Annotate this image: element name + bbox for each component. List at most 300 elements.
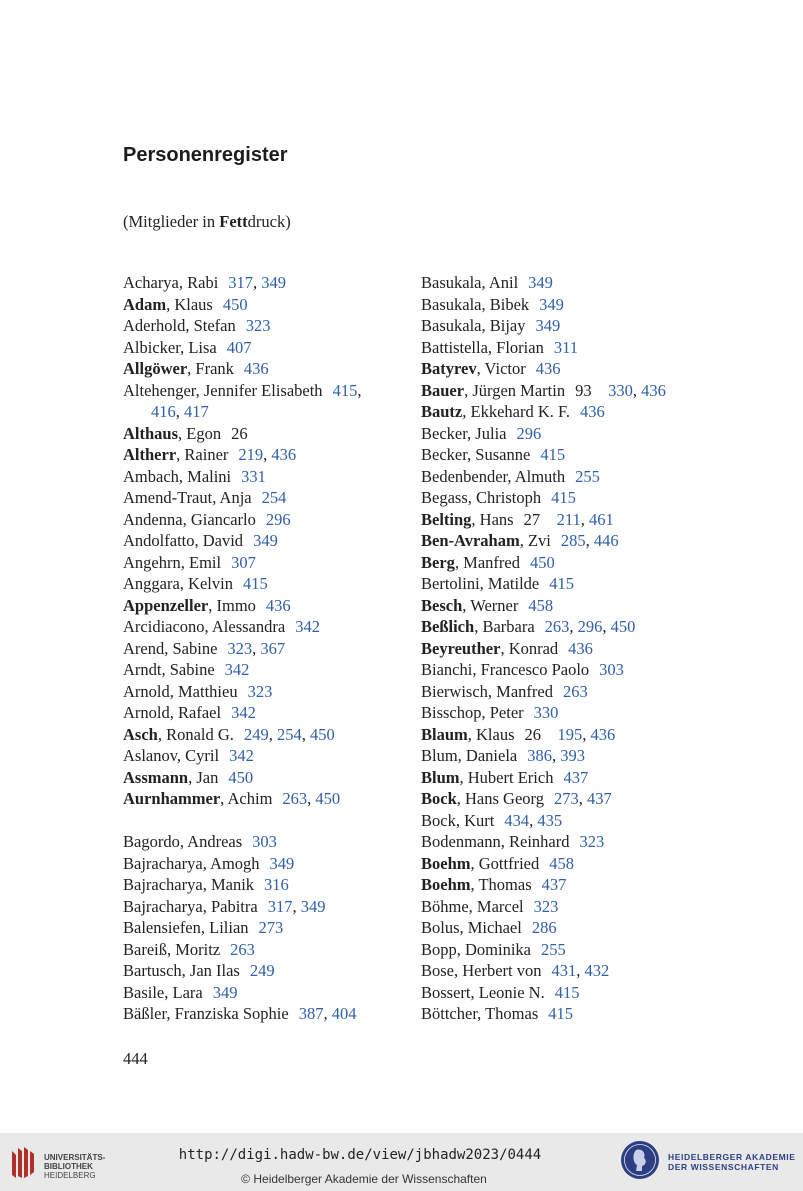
index-entry xyxy=(421,745,711,767)
page-reference-link[interactable]: 450 xyxy=(228,767,254,787)
index-entry xyxy=(421,315,711,337)
page-references xyxy=(551,488,576,507)
ub-line3: HEIDELBERG xyxy=(44,1171,96,1180)
copyright-notice: © Heidelberger Akademie der Wissenschaften xyxy=(241,1172,487,1186)
index-entry xyxy=(421,681,711,703)
entry-name xyxy=(421,639,558,658)
page-reference-link[interactable]: 415 xyxy=(242,574,268,593)
hadw-logo[interactable] xyxy=(620,1140,800,1184)
entry-name xyxy=(123,574,233,593)
index-entry xyxy=(421,466,711,488)
entry-name xyxy=(421,832,569,851)
page-reference-link[interactable]: 436 xyxy=(265,595,291,615)
entry-name-text: , Egon xyxy=(178,423,222,443)
page-reference-link[interactable]: 323 xyxy=(533,896,559,916)
page-title: Personenregister xyxy=(123,144,288,166)
page-reference-link[interactable]: 458 xyxy=(549,853,574,873)
page-reference-link[interactable]: 450 xyxy=(315,789,341,808)
page-reference-link[interactable]: 436 xyxy=(271,445,297,464)
entry-name-text: , Thomas xyxy=(470,875,532,894)
index-entry xyxy=(421,853,711,875)
index-entry xyxy=(123,788,413,810)
page-reference-link[interactable]: 219 xyxy=(238,445,264,464)
index-entry xyxy=(123,380,413,402)
entry-name-text: , Immo xyxy=(208,595,256,615)
page-reference-link[interactable]: 415 xyxy=(554,982,580,1002)
entry-name-text: , Gottfried xyxy=(470,853,540,873)
page-references xyxy=(542,875,567,894)
page-reference-link[interactable]: 349 xyxy=(300,896,326,916)
entry-name xyxy=(123,273,218,292)
entry-name-text: , Hubert Erich xyxy=(459,767,554,787)
member-name-bold: Batyrev xyxy=(421,359,477,378)
member-name-bold: Belting xyxy=(421,509,472,529)
page-reference-link[interactable]: 436 xyxy=(535,359,561,378)
entry-name-text: , Barbara xyxy=(474,617,535,636)
page-reference-link[interactable]: 407 xyxy=(226,337,252,357)
member-name-bold: Ben-Avraham xyxy=(421,531,520,550)
index-entry xyxy=(421,595,711,617)
index-column-left xyxy=(123,272,413,1025)
entry-name xyxy=(123,510,256,529)
entry-name xyxy=(123,961,240,980)
entry-name xyxy=(123,1004,289,1023)
page-reference-link[interactable]: 415 xyxy=(540,445,566,464)
page-reference-link[interactable]: 296 xyxy=(577,617,603,636)
page-reference-link[interactable]: 317 xyxy=(228,273,254,292)
entry-name-text: Amend-Traut, Anja xyxy=(123,488,252,507)
index-entry xyxy=(123,659,413,681)
page-reference-link[interactable]: 303 xyxy=(599,660,624,679)
entry-name-text: Aslanov, Cyril xyxy=(123,746,220,765)
page-reference-link[interactable]: 387 xyxy=(298,1004,324,1023)
index-entry xyxy=(123,530,413,552)
page-reference-link[interactable]: 386 xyxy=(527,746,552,765)
page-reference-link[interactable]: 349 xyxy=(269,853,295,873)
page-reference-link[interactable]: 342 xyxy=(295,617,320,636)
page-references: 273, 437 xyxy=(554,789,612,808)
index-entry-continuation xyxy=(123,401,413,423)
entry-name xyxy=(123,854,260,873)
page-references xyxy=(248,682,273,701)
index-entry xyxy=(421,810,711,832)
page-reference-link[interactable]: 349 xyxy=(253,531,278,550)
note-open: (Mitglieder in xyxy=(123,212,220,231)
page-reference-link[interactable]: 273 xyxy=(554,789,579,808)
member-name-bold: Berg xyxy=(421,552,455,572)
page-references xyxy=(262,488,287,507)
hadw-line2: DER WISSENSCHAFTEN xyxy=(668,1162,779,1172)
page-reference-link[interactable]: 431 xyxy=(551,961,577,980)
page-reference-link[interactable]: 436 xyxy=(580,402,605,421)
page-references: 27 211, 461 xyxy=(523,509,614,529)
page-reference-link[interactable]: 446 xyxy=(593,531,619,550)
entry-name-text: Arndt, Sabine xyxy=(123,660,215,679)
entry-name-text: , Klaus xyxy=(166,294,213,314)
index-entry xyxy=(123,896,413,918)
page-reference-link[interactable]: 415 xyxy=(551,488,576,507)
page-reference-link[interactable]: 249 xyxy=(249,961,275,980)
entry-name xyxy=(123,918,249,937)
index-entry xyxy=(421,530,711,552)
page-reference-link[interactable]: 249 xyxy=(243,724,269,744)
index-entry xyxy=(421,831,711,853)
entry-name-text: Becker, Susanne xyxy=(421,445,531,464)
page-reference-link[interactable]: 450 xyxy=(309,724,335,744)
index-column-right xyxy=(421,272,711,1025)
page-references xyxy=(225,660,250,679)
note-close: druck) xyxy=(247,212,291,231)
entry-name xyxy=(421,467,565,486)
entry-name xyxy=(123,467,231,486)
index-entry xyxy=(421,659,711,681)
member-name-bold: Bauer xyxy=(421,380,465,400)
page-reference-link[interactable]: 303 xyxy=(252,832,277,851)
index-entry xyxy=(123,595,413,617)
page-references: 387, 404 xyxy=(298,1004,357,1023)
index-entry xyxy=(421,917,711,939)
entry-name xyxy=(421,445,530,464)
entry-name xyxy=(421,961,542,980)
page-reference-link[interactable]: 263 xyxy=(230,939,255,959)
entry-name-text: Bose, Herbert von xyxy=(421,961,542,980)
page-references xyxy=(563,682,588,701)
index-entry xyxy=(421,444,711,466)
member-name-bold: Bautz xyxy=(421,402,463,421)
page-reference-link[interactable]: 436 xyxy=(568,638,593,658)
index-entry xyxy=(421,487,711,509)
index-entry xyxy=(421,358,711,380)
member-name-bold: Boehm xyxy=(421,853,471,873)
page-reference-link[interactable]: 311 xyxy=(553,337,578,357)
page-references xyxy=(229,746,254,765)
index-entry xyxy=(421,401,711,423)
index-entry xyxy=(123,358,413,380)
page-reference-link[interactable]: 296 xyxy=(265,509,291,529)
index-entry xyxy=(421,423,711,445)
page-references xyxy=(575,467,600,486)
letter-group-spacer xyxy=(123,810,413,832)
page-references xyxy=(580,402,605,421)
page-references xyxy=(534,897,559,916)
page-references xyxy=(532,918,557,937)
entry-name-text: Andenna, Giancarlo xyxy=(123,509,256,529)
page-reference-link[interactable]: 330 xyxy=(608,380,633,400)
entry-name xyxy=(421,746,517,765)
member-name-bold: Althaus xyxy=(123,423,179,443)
page-reference-link[interactable]: 458 xyxy=(528,595,554,615)
page-reference-link[interactable]: 437 xyxy=(587,789,612,808)
entry-name xyxy=(421,273,518,292)
entry-name xyxy=(421,725,515,744)
page-reference-link[interactable]: 461 xyxy=(588,509,614,529)
page-references xyxy=(568,639,593,658)
page-reference-link[interactable]: 415 xyxy=(332,380,358,400)
page-references xyxy=(227,338,252,357)
page-references xyxy=(548,1004,573,1023)
page-reference-link[interactable]: 263 xyxy=(562,681,588,701)
page-references: 323, 367 xyxy=(227,638,286,658)
page-references xyxy=(231,424,248,443)
entry-name xyxy=(421,617,535,636)
entry-name-text: Bock, Kurt xyxy=(421,810,495,830)
entry-name xyxy=(123,381,323,400)
index-entry xyxy=(123,466,413,488)
page-references xyxy=(246,316,271,335)
page-references: 219, 436 xyxy=(238,445,297,464)
entry-name xyxy=(421,488,541,507)
entry-name xyxy=(421,875,532,894)
index-entry xyxy=(421,552,711,574)
index-entry xyxy=(421,874,711,896)
page-reference-link[interactable]: 450 xyxy=(222,294,248,314)
entry-name-text: Arnold, Rafael xyxy=(123,703,222,722)
page-references: 317, 349 xyxy=(228,273,287,292)
page-references xyxy=(554,338,578,357)
index-entry xyxy=(421,724,711,746)
page-reference-link[interactable]: 316 xyxy=(264,875,289,894)
entry-name-text: Ambach, Malini xyxy=(123,466,232,486)
entry-name-text: , Klaus xyxy=(467,724,515,744)
index-entry xyxy=(421,616,711,638)
entry-name-text: Battistella, Florian xyxy=(421,337,544,357)
page-reference-link[interactable]: 415 xyxy=(549,574,574,593)
entry-name-text: Bodenmann, Reinhard xyxy=(421,832,570,851)
page-reference-plain: 26 xyxy=(231,423,248,443)
entry-name-text: Bierwisch, Manfred xyxy=(421,681,553,701)
page-references xyxy=(549,854,574,873)
page-reference-link[interactable]: 211 xyxy=(556,509,581,529)
ub-line1: UNIVERSITÄTS- xyxy=(44,1153,106,1162)
index-entry xyxy=(421,767,711,789)
page-reference-link[interactable]: 417 xyxy=(184,402,209,421)
page-reference-link[interactable]: 254 xyxy=(261,488,287,507)
entry-name xyxy=(123,983,203,1002)
member-name-bold: Blum xyxy=(421,767,460,787)
entry-name-text: Becker, Julia xyxy=(421,423,507,443)
entry-name xyxy=(421,940,531,959)
page-reference-link[interactable]: 450 xyxy=(529,552,555,572)
page-reference-link[interactable]: 255 xyxy=(575,466,600,486)
page-reference-link[interactable]: 296 xyxy=(516,423,542,443)
page-reference-link[interactable]: 254 xyxy=(276,724,302,744)
member-name-bold: Beßlich xyxy=(421,617,475,636)
page-reference-link[interactable]: 342 xyxy=(229,746,254,765)
page-references: 285, 446 xyxy=(560,531,619,550)
entry-name xyxy=(123,316,236,335)
entry-name-text: Bedenbender, Almuth xyxy=(421,466,566,486)
member-name-bold: Appenzeller xyxy=(123,595,209,615)
page-references xyxy=(549,574,574,593)
page-reference-link[interactable]: 393 xyxy=(560,746,585,765)
entry-name-text: , Victor xyxy=(476,359,526,378)
page-reference-link[interactable]: 349 xyxy=(528,273,553,292)
entry-name-text: Anggara, Kelvin xyxy=(123,574,233,593)
index-entry xyxy=(421,509,711,531)
index-entry xyxy=(421,272,711,294)
page-reference-link[interactable]: 255 xyxy=(541,939,566,959)
index-entry xyxy=(421,294,711,316)
page-reference-link[interactable]: 263 xyxy=(544,617,570,636)
entry-name-text: Basukala, Bibek xyxy=(421,294,530,314)
index-entry xyxy=(421,1003,711,1025)
index-entry xyxy=(123,917,413,939)
entry-name-text: Bolus, Michael xyxy=(421,918,522,937)
page-references xyxy=(250,961,275,980)
index-entry xyxy=(123,272,413,294)
entry-name xyxy=(421,768,553,787)
page-reference-link[interactable]: 342 xyxy=(231,703,256,722)
entry-name-text: , Konrad xyxy=(500,638,559,658)
page-references xyxy=(264,875,289,894)
entry-name xyxy=(421,359,526,378)
index-entry xyxy=(123,552,413,574)
entry-name xyxy=(421,316,525,335)
entry-name xyxy=(123,768,218,787)
entry-name-text: Angehrn, Emil xyxy=(123,552,222,572)
page-reference-plain: 27 xyxy=(523,509,541,529)
entry-name-text: Bianchi, Francesco Paolo xyxy=(421,660,590,679)
page-reference-link[interactable]: 330 xyxy=(533,703,559,722)
page-reference-link[interactable]: 434 xyxy=(504,810,530,830)
entry-name-text: Basukala, Anil xyxy=(421,273,519,292)
permalink-url[interactable]: http://digi.hadw-bw.de/view/jbhadw2023/0444 xyxy=(178,1147,542,1163)
entry-name-text: Bareiß, Moritz xyxy=(123,939,221,959)
page-references xyxy=(266,596,291,615)
member-name-bold: Blaum xyxy=(421,724,468,744)
page-references xyxy=(541,940,566,959)
page-reference-link[interactable]: 323 xyxy=(247,681,273,701)
entry-name-text: Albicker, Lisa xyxy=(123,337,217,357)
member-name-bold: Assmann xyxy=(123,767,189,787)
entry-name xyxy=(123,424,221,443)
entry-name xyxy=(123,531,243,550)
entry-name xyxy=(123,940,220,959)
index-entry xyxy=(421,788,711,810)
index-entry xyxy=(123,702,413,724)
page-reference-link[interactable]: 286 xyxy=(531,918,557,937)
index-entry xyxy=(123,681,413,703)
page-references xyxy=(243,574,268,593)
entry-name xyxy=(421,531,551,550)
entry-name-text: , Frank xyxy=(187,359,234,378)
page-reference-link[interactable]: 285 xyxy=(560,531,586,550)
index-entry xyxy=(421,638,711,660)
page-references xyxy=(534,703,559,722)
note-bold: Fett xyxy=(219,212,248,231)
index-entry xyxy=(123,509,413,531)
page-reference-link[interactable]: 273 xyxy=(258,918,284,937)
page-references xyxy=(253,531,278,550)
index-entry xyxy=(421,702,711,724)
page-references: 416, 417 xyxy=(151,402,209,421)
entry-name xyxy=(123,617,285,636)
entry-name xyxy=(421,983,545,1002)
entry-name-text: Balensiefen, Lilian xyxy=(123,918,249,937)
entry-name-text: , Achim xyxy=(220,789,273,808)
page-references: 263, 450 xyxy=(282,789,341,808)
entry-name xyxy=(123,553,221,572)
page-references xyxy=(270,854,295,873)
page-reference-link[interactable]: 195 xyxy=(557,724,583,744)
entry-name-text: Bossert, Leonie N. xyxy=(421,982,545,1002)
page-reference-link[interactable]: 415 xyxy=(548,1004,574,1023)
entry-name xyxy=(123,445,228,464)
member-name-bold: Beyreuther xyxy=(421,638,501,658)
entry-name-text: , Ekkehard K. F. xyxy=(462,402,570,421)
index-entry xyxy=(123,638,413,660)
page-reference-plain: 26 xyxy=(524,724,542,744)
member-name-bold: Adam xyxy=(123,294,167,314)
page-references xyxy=(241,467,266,486)
page-reference-link[interactable]: 437 xyxy=(563,767,589,787)
page-reference-link[interactable]: 349 xyxy=(212,982,238,1002)
page-references xyxy=(228,768,253,787)
page-reference-link[interactable]: 432 xyxy=(584,961,610,980)
page-reference-link[interactable]: 416 xyxy=(151,402,176,421)
entry-name-text: , Jan xyxy=(188,767,219,787)
index-entry xyxy=(421,573,711,595)
page-reference-link[interactable]: 349 xyxy=(261,273,287,292)
entry-name-text: Bajracharya, Manik xyxy=(123,875,255,894)
index-entry xyxy=(123,616,413,638)
member-name-bold: Aurnhammer xyxy=(123,789,221,808)
page-reference-link[interactable]: 436 xyxy=(243,359,269,378)
entry-name-text: Bagordo, Andreas xyxy=(123,832,243,851)
page-reference-link[interactable]: 404 xyxy=(331,1004,357,1023)
index-entry xyxy=(421,380,711,402)
entry-name xyxy=(421,682,553,701)
page-reference-link[interactable]: 437 xyxy=(541,875,567,894)
index-entry xyxy=(123,724,413,746)
page-reference-link[interactable]: 342 xyxy=(224,660,250,679)
page-reference-link[interactable]: 367 xyxy=(260,638,286,658)
page-reference-link[interactable]: 323 xyxy=(227,638,253,658)
entry-name-text: Blum, Daniela xyxy=(421,746,518,765)
entry-name xyxy=(421,402,570,421)
page-references xyxy=(563,768,588,787)
page-reference-link[interactable]: 323 xyxy=(245,316,271,335)
entry-name xyxy=(123,789,272,808)
page-reference-link[interactable]: 435 xyxy=(537,810,563,830)
member-name-bold: Asch xyxy=(123,724,158,744)
page-reference-link[interactable]: 323 xyxy=(579,832,605,851)
page-reference-link[interactable]: 349 xyxy=(539,294,564,314)
page-references: 317, 349 xyxy=(267,896,326,916)
entry-name xyxy=(421,510,514,529)
page-reference-link[interactable]: 436 xyxy=(641,380,666,400)
entry-name xyxy=(421,789,544,808)
entry-name xyxy=(123,639,217,658)
entry-name xyxy=(421,381,565,400)
entry-name-text: Arcidiacono, Alessandra xyxy=(123,617,286,636)
entry-name-text: , Ronald G. xyxy=(157,724,234,744)
entry-name-text: Bertolini, Matilde xyxy=(421,574,540,593)
member-name-bold: Altherr xyxy=(123,445,177,464)
page-reference-link[interactable]: 317 xyxy=(267,896,293,916)
entry-name-text: Basile, Lara xyxy=(123,982,203,1002)
page-reference-link[interactable]: 349 xyxy=(535,316,561,335)
page-reference-link[interactable]: 331 xyxy=(241,466,266,486)
page-reference-link[interactable]: 450 xyxy=(610,617,636,636)
page-reference-link[interactable]: 263 xyxy=(282,789,308,808)
page-reference-link[interactable]: 307 xyxy=(231,552,256,572)
page-reference-link[interactable]: 436 xyxy=(590,724,616,744)
index-entry xyxy=(123,767,413,789)
entry-name-text: Basukala, Bijay xyxy=(421,316,526,335)
entry-name xyxy=(421,574,539,593)
entry-name-text: , Zvi xyxy=(519,531,551,550)
